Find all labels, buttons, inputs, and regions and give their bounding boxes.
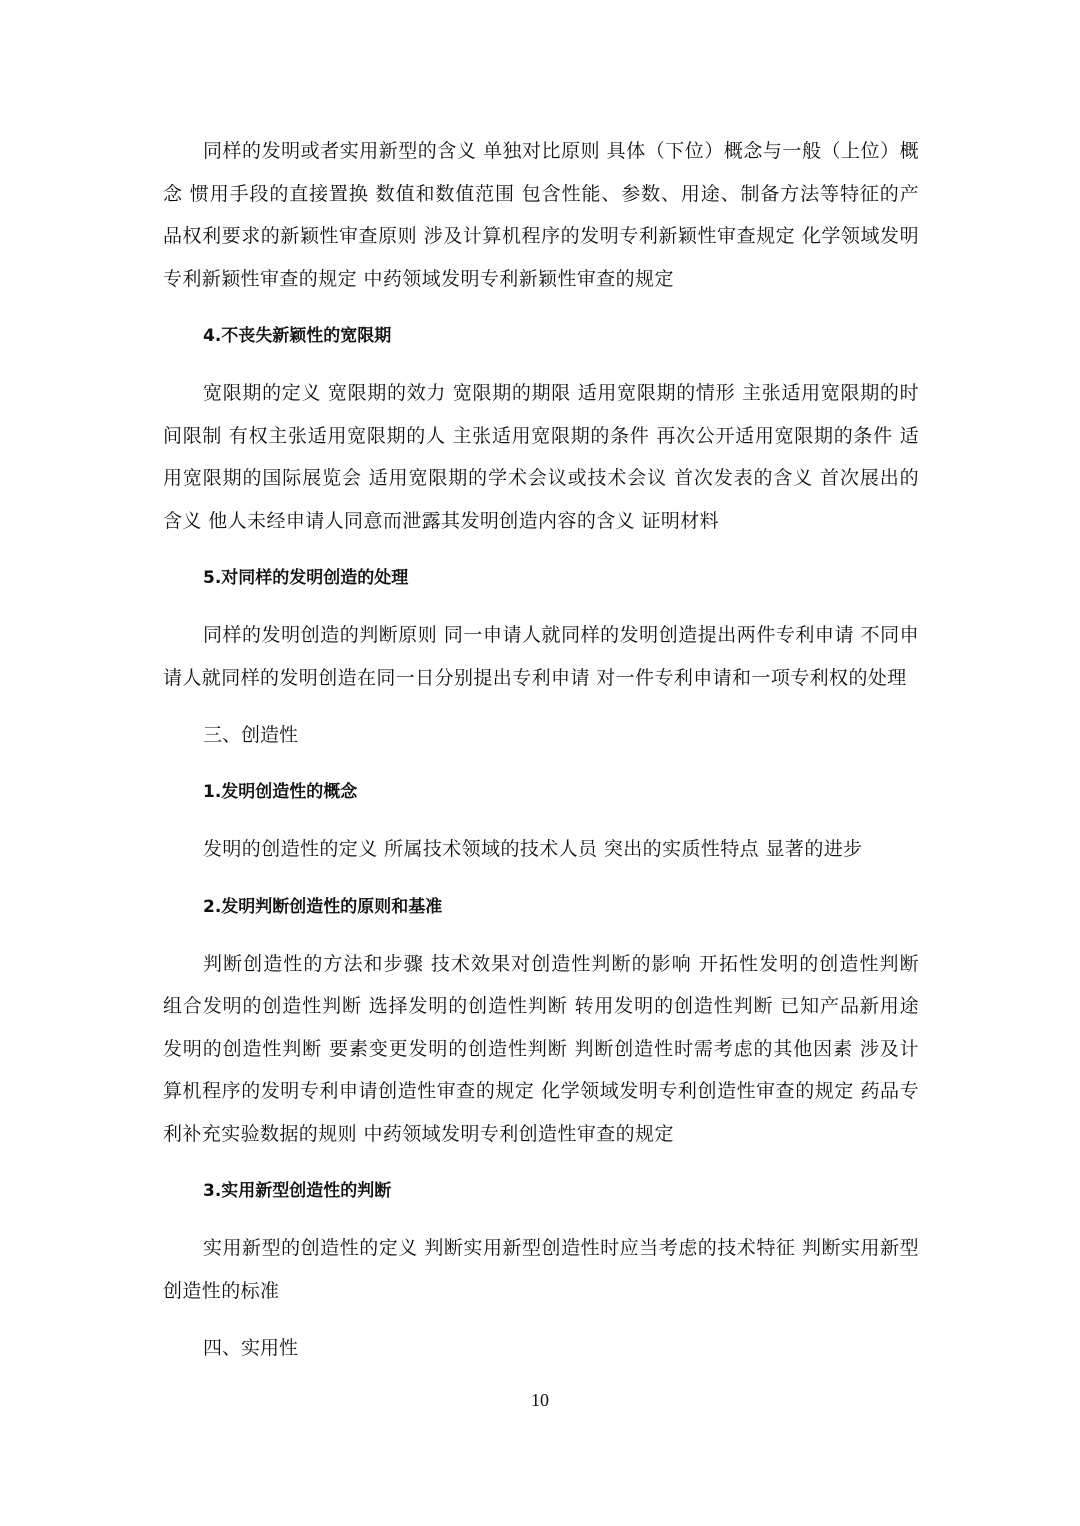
heading-utility-model-inventiveness: 3.实用新型创造性的判断 bbox=[203, 1181, 392, 1201]
heading-grace-period: 4.不丧失新颖性的宽限期 bbox=[203, 326, 392, 346]
paragraph-novelty-concepts: 同样的发明或者实用新型的含义 单独对比原则 具体（下位）概念与一般（上位）概念 惯用手段的直接置换 数值和数值范围 包含性能、参数、用途、制备方法等特征的产品权利要求的新颖性审查原则 涉及计算机程序的发明专利新颖性审查规定 化学领域发明专利新颖性审查的规定 中药领域发明专利新颖性审查的规定 bbox=[163, 140, 919, 290]
paragraph-grace-period: 宽限期的定义 宽限期的效力 宽限期的期限 适用宽限期的情形 主张适用宽限期的时间限制 有权主张适用宽限期的人 主张适用宽限期的条件 再次公开适用宽限期的条件 适用宽限期的国际展览会 适用宽限期的学术会议或技术会议 首次发表的含义 首次展出的含义 他人未经申请人同意而泄露其发明创造内容的含义 证明材料 bbox=[163, 382, 919, 532]
heading-inventiveness-principles: 2.发明判断创造性的原则和基准 bbox=[203, 896, 443, 917]
section-inventiveness: 三、创造性 bbox=[203, 724, 299, 746]
document-body bbox=[163, 130, 919, 1369]
section-practicality: 四、实用性 bbox=[203, 1337, 299, 1359]
heading-same-invention: 5.对同样的发明创造的处理 bbox=[203, 568, 409, 588]
heading-inventiveness-concept: 1.发明创造性的概念 bbox=[203, 782, 358, 802]
paragraph-same-invention: 同样的发明创造的判断原则 同一申请人就同样的发明创造提出两件专利申请 不同申请人就同样的发明创造在同一日分别提出专利申请 对一件专利申请和一项专利权的处理 bbox=[163, 624, 919, 689]
paragraph-inventiveness-principles: 判断创造性的方法和步骤 技术效果对创造性判断的影响 开拓性发明的创造性判断 组合发明的创造性判断 选择发明的创造性判断 转用发明的创造性判断 已知产品新用途发明的创造性判断 要素变更发明的创造性判断 判断创造性时需考虑的其他因素 涉及计算机程序的发明专利申请创造性审查的规定 化学领域发明专利创造性审查的规定 药品专利补充实验数据的规则 中药领域发明专利创造性审查的规定 bbox=[163, 952, 919, 1145]
paragraph-utility-model-inventiveness: 实用新型的创造性的定义 判断实用新型创造性时应当考虑的技术特征 判断实用新型创造性的标准 bbox=[163, 1237, 919, 1302]
page-number: 10 bbox=[531, 1390, 549, 1410]
paragraph-inventiveness-concept: 发明的创造性的定义 所属技术领域的技术人员 突出的实质性特点 显著的进步 bbox=[203, 838, 863, 860]
